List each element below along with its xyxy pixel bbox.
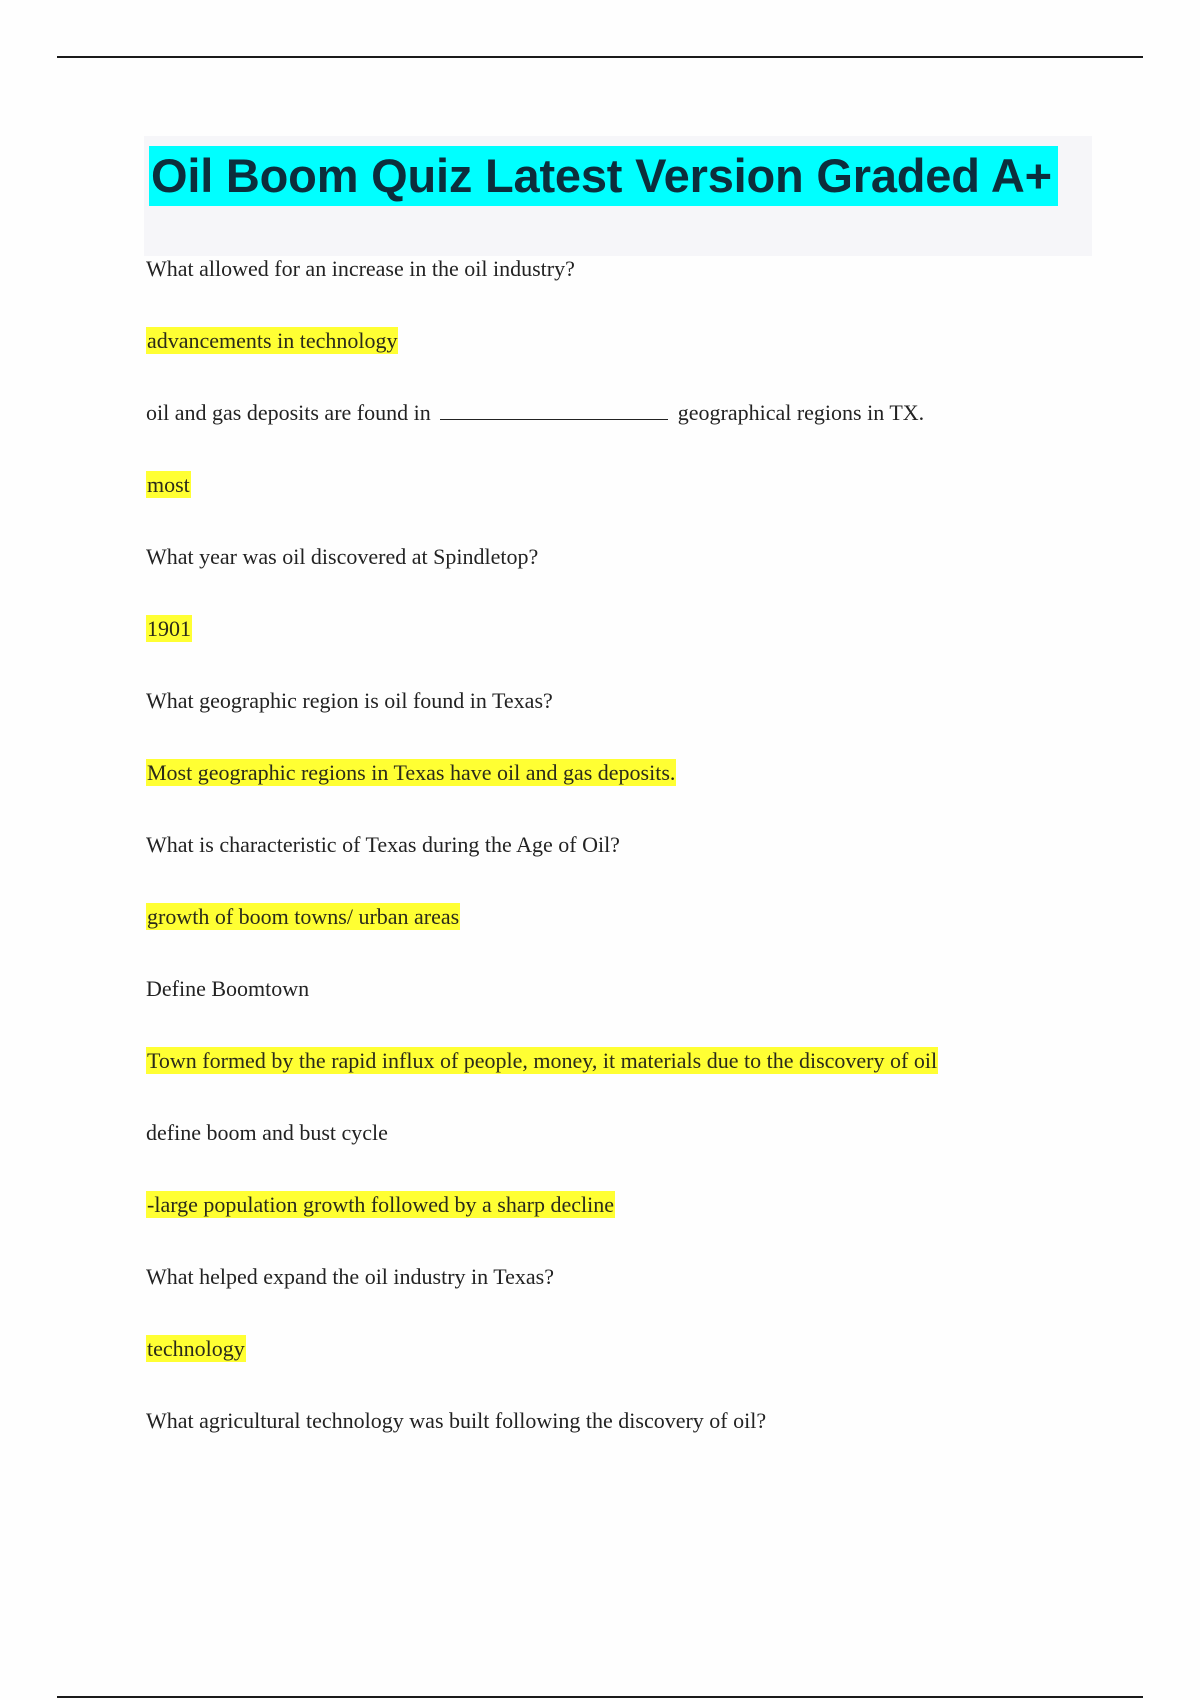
answer-highlight: technology <box>147 1336 245 1361</box>
answer-highlight: -large population growth followed by a sharp decline <box>147 1192 614 1217</box>
question-text-after-blank: geographical regions in TX. <box>677 400 925 425</box>
answer <box>146 758 1126 830</box>
answer <box>146 470 1126 542</box>
bottom-rule <box>57 1696 1143 1698</box>
question: What is characteristic of Texas during the Age of Oil? <box>146 832 620 857</box>
answer <box>146 1190 1126 1262</box>
top-rule <box>57 56 1143 58</box>
fill-in-blank <box>440 399 668 420</box>
answer <box>146 1334 1126 1406</box>
question: What agricultural technology was built following the discovery of oil? <box>146 1408 767 1433</box>
question: Define Boomtown <box>146 976 310 1001</box>
question <box>146 398 1126 470</box>
question: What helped expand the oil industry in Texas? <box>146 1264 554 1289</box>
question: What allowed for an increase in the oil industry? <box>146 256 575 281</box>
answer-highlight: growth of boom towns/ urban areas <box>147 904 460 929</box>
answer-highlight: Town formed by the rapid influx of people, money, it materials due to the discovery of oil <box>147 1048 938 1073</box>
document-title: Oil Boom Quiz Latest Version Graded A+ <box>149 146 1058 206</box>
answer-highlight: Most geographic regions in Texas have oil and gas deposits. <box>147 760 676 785</box>
answer <box>146 1046 1126 1118</box>
answer-highlight: advancements in technology <box>147 328 398 353</box>
question-text-before-blank: oil and gas deposits are found in <box>146 400 431 425</box>
question: What geographic region is oil found in Texas? <box>146 688 553 713</box>
question-answer-list <box>146 254 1126 1478</box>
answer <box>146 326 1126 398</box>
answer-highlight: 1901 <box>147 616 191 641</box>
answer-highlight: most <box>147 472 190 497</box>
question: What year was oil discovered at Spindletop? <box>146 544 539 569</box>
answer <box>146 902 1126 974</box>
answer <box>146 614 1126 686</box>
question: define boom and bust cycle <box>146 1120 388 1145</box>
